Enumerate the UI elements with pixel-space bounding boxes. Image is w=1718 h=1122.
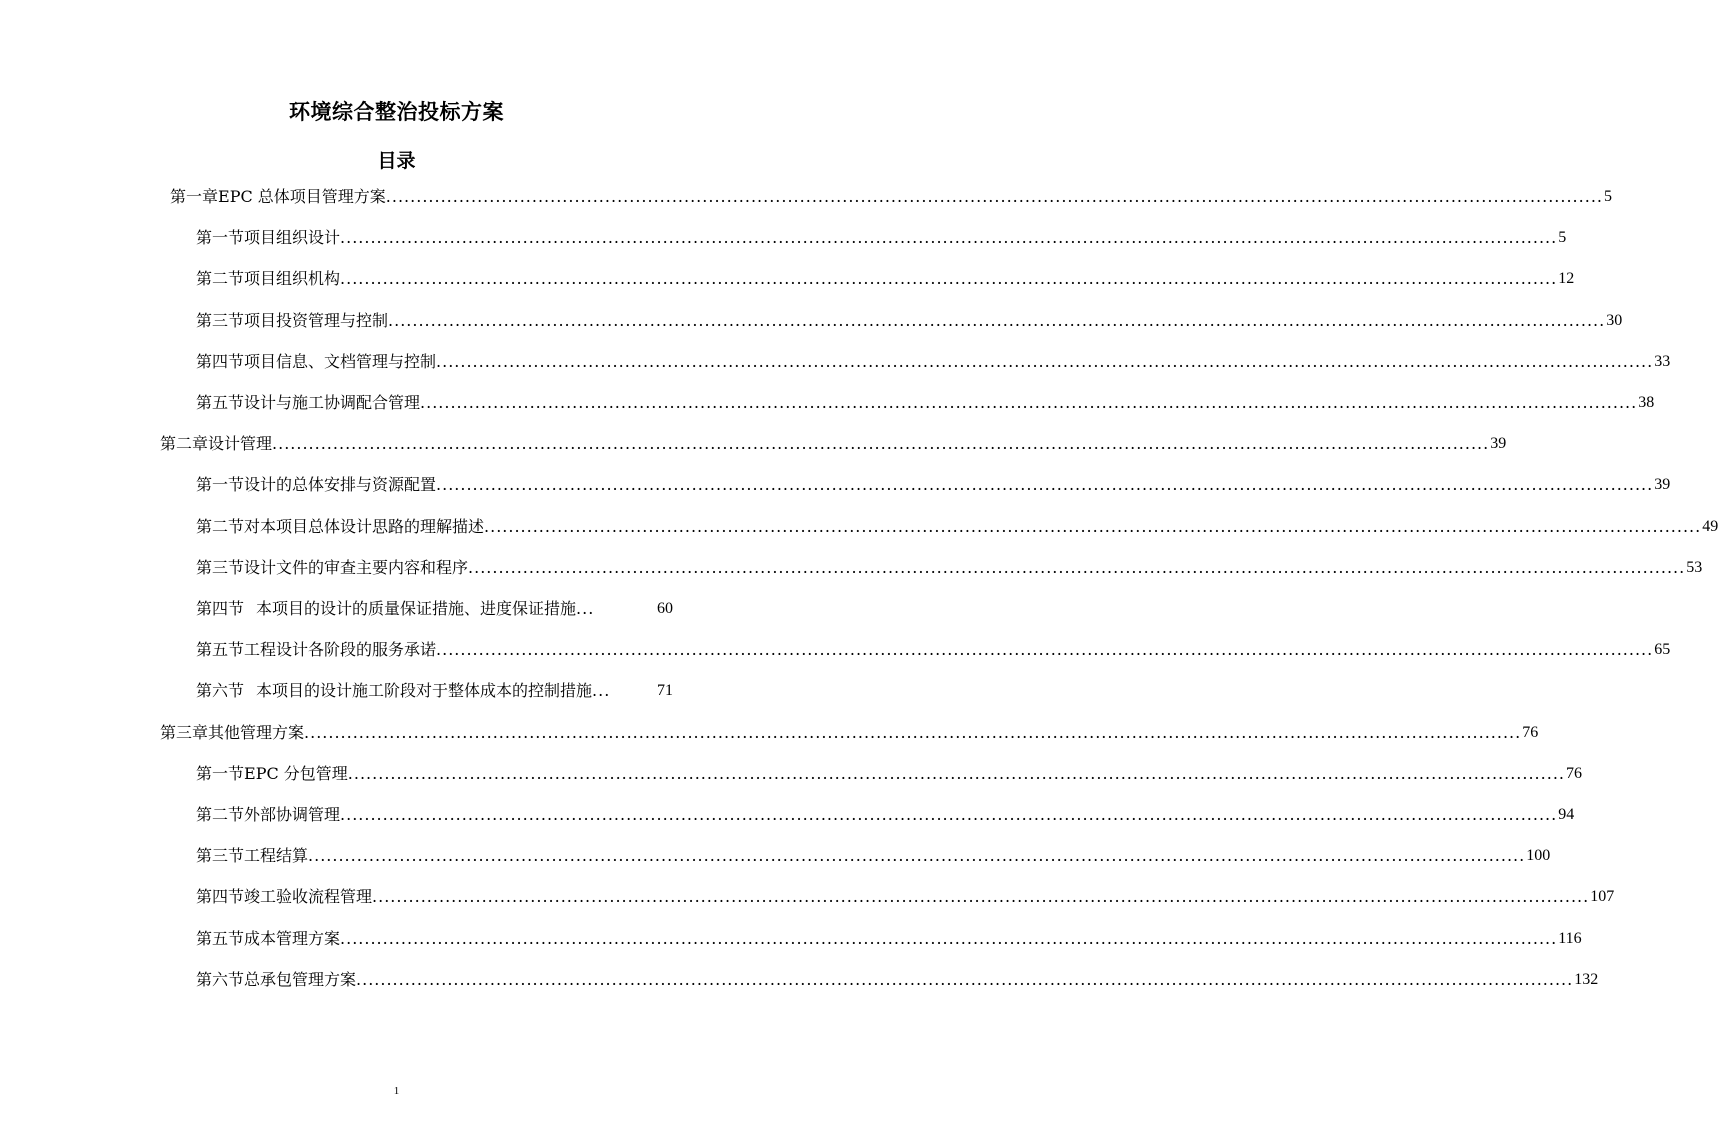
toc-entry-title: 设计管理	[208, 434, 273, 454]
toc-entry-number: 第六节	[196, 681, 245, 701]
toc-dot-leader: ........................................................................................................................................................................................................	[484, 516, 1702, 536]
toc-dot-leader: ........................................................................................................................................................................................................	[356, 969, 1574, 989]
toc-dot-leader: ........................................................................................................................................................................................................	[340, 928, 1558, 948]
toc-entry-number: 第五节	[196, 393, 245, 412]
toc-entry-number: 第三节	[196, 310, 245, 330]
toc-entry-number: 第五节	[196, 640, 245, 660]
toc-entry-page: 53	[1686, 558, 1703, 576]
toc-section-entry[interactable]	[196, 557, 1703, 579]
toc-entry-number: 第六节	[196, 969, 245, 989]
toc-section-entry[interactable]	[196, 516, 1718, 538]
toc-entry-title: 外部协调管理	[244, 805, 341, 824]
toc-section-entry[interactable]	[196, 639, 1671, 661]
toc-entry-title: 项目信息、文档管理与控制	[244, 351, 437, 371]
toc-entry-page: 132	[1574, 970, 1599, 988]
toc-section-entry[interactable]	[196, 227, 1567, 249]
toc-dot-leader: ........................................................................................................................................................................................................	[304, 722, 1522, 742]
toc-section-entry[interactable]	[196, 351, 1671, 373]
toc-section-entry[interactable]	[196, 886, 1615, 908]
toc-dot-leader: ........................................................................................................................................................................................................	[388, 310, 1606, 330]
toc-entry-page: 5	[1603, 188, 1612, 205]
toc-entry-page: 116	[1558, 929, 1582, 947]
page-number: 1	[393, 1085, 400, 1097]
toc-entry-page: 107	[1590, 888, 1615, 906]
toc-section-entry[interactable]	[196, 598, 673, 620]
toc-entry-page: 94	[1558, 806, 1575, 823]
toc-entry-number: 第二节	[196, 516, 245, 536]
toc-entry-title: 本项目的设计施工阶段对于整体成本的控制措施	[256, 681, 593, 701]
toc-dot-leader: ........................................................................................................................................................................................................	[436, 640, 1654, 660]
toc-section-entry[interactable]	[196, 392, 1655, 414]
toc-section-entry[interactable]	[196, 310, 1623, 332]
toc-dot-leader: ........................................................................................................................................................................................................	[347, 763, 1565, 783]
toc-dot-leader: ...	[592, 681, 611, 701]
toc-entry-number: 第一节	[196, 475, 245, 495]
toc-entry-number: 第一节	[196, 763, 245, 783]
toc-entry-number: 第三节	[196, 557, 245, 577]
toc-entry-title: 其他管理方案	[208, 722, 305, 742]
toc-entry-number: 第三节	[196, 846, 245, 866]
toc-entry-title: 本项目的设计的质量保证措施、进度保证措施	[256, 599, 577, 618]
toc-dot-leader: ........................................................................................................................................................................................................	[385, 187, 1603, 206]
toc-dot-leader: ...	[576, 599, 595, 618]
toc-entry-page: 65	[1654, 641, 1671, 659]
toc-entry-page: 76	[1522, 723, 1539, 741]
toc-entry-title: 对本项目总体设计思路的理解描述	[244, 516, 485, 536]
toc-entry-title: 总承包管理方案	[244, 969, 357, 989]
toc-section-entry[interactable]	[196, 804, 1575, 826]
toc-chapter-entry[interactable]	[170, 186, 1612, 208]
toc-entry-title: 项目组织机构	[244, 269, 341, 289]
toc-dot-leader: ........................................................................................................................................................................................................	[436, 475, 1654, 495]
toc-heading: 目录	[377, 150, 416, 172]
toc-entry-page: 12	[1558, 270, 1575, 288]
toc-entry-page: 38	[1638, 394, 1655, 411]
toc-entry-number: 第一章	[170, 187, 219, 206]
toc-entry-page: 39	[1490, 435, 1507, 453]
toc-entry-number: 第四节	[196, 599, 245, 618]
toc-entry-page: 49	[1702, 517, 1718, 535]
toc-dot-leader: ........................................................................................................................................................................................................	[468, 557, 1686, 577]
document-title: 环境综合整治投标方案	[289, 100, 504, 124]
toc-entry-page: 60	[657, 600, 673, 617]
toc-entry-title: 项目组织设计	[244, 228, 341, 248]
toc-dot-leader: ........................................................................................................................................................................................................	[372, 887, 1590, 907]
toc-dot-leader: ........................................................................................................................................................................................................	[436, 351, 1654, 371]
toc-chapter-entry[interactable]	[160, 433, 1507, 455]
toc-section-entry[interactable]	[196, 680, 673, 702]
toc-entry-number: 第五节	[196, 928, 245, 948]
toc-entry-page: 39	[1654, 476, 1671, 494]
toc-entry-title: 竣工验收流程管理	[244, 887, 373, 907]
toc-entry-page: 76	[1565, 764, 1582, 782]
toc-entry-title: EPC 分包管理	[244, 763, 348, 783]
toc-entry-page: 33	[1654, 352, 1671, 370]
toc-entry-title: 项目投资管理与控制	[244, 310, 389, 330]
toc-entry-title: 工程设计各阶段的服务承诺	[244, 640, 437, 660]
toc-dot-leader: ........................................................................................................................................................................................................	[340, 805, 1558, 824]
toc-section-entry[interactable]	[196, 763, 1582, 785]
toc-entry-title: 工程结算	[244, 846, 309, 866]
toc-section-entry[interactable]	[196, 969, 1599, 991]
toc-entry-number: 第三章	[160, 722, 209, 742]
toc-entry-page: 30	[1606, 311, 1623, 329]
toc-chapter-entry[interactable]	[160, 722, 1539, 744]
toc-entry-title: EPC 总体项目管理方案	[218, 187, 386, 206]
toc-section-entry[interactable]	[196, 845, 1551, 867]
toc-entry-title: 设计与施工协调配合管理	[244, 393, 421, 412]
toc-entry-page: 71	[657, 682, 673, 700]
toc-dot-leader: ........................................................................................................................................................................................................	[340, 269, 1558, 289]
toc-entry-number: 第二章	[160, 434, 209, 454]
toc-entry-number: 第二节	[196, 269, 245, 289]
toc-section-entry[interactable]	[196, 474, 1671, 496]
toc-entry-page: 5	[1558, 229, 1567, 247]
toc-entry-number: 第四节	[196, 887, 245, 907]
toc-section-entry[interactable]	[196, 268, 1575, 290]
toc-entry-number: 第二节	[196, 805, 245, 824]
toc-entry-number: 第四节	[196, 351, 245, 371]
toc-dot-leader: ........................................................................................................................................................................................................	[308, 846, 1526, 866]
toc-dot-leader: ........................................................................................................................................................................................................	[272, 434, 1490, 454]
toc-section-entry[interactable]	[196, 928, 1582, 950]
toc-dot-leader: ........................................................................................................................................................................................................	[340, 228, 1558, 248]
toc-entry-title: 成本管理方案	[244, 928, 341, 948]
toc-entry-number: 第一节	[196, 228, 245, 248]
toc-entry-title: 设计的总体安排与资源配置	[244, 475, 437, 495]
toc-entry-page: 100	[1526, 847, 1551, 865]
toc-entry-title: 设计文件的审查主要内容和程序	[244, 557, 469, 577]
toc-dot-leader: ........................................................................................................................................................................................................	[420, 393, 1638, 412]
